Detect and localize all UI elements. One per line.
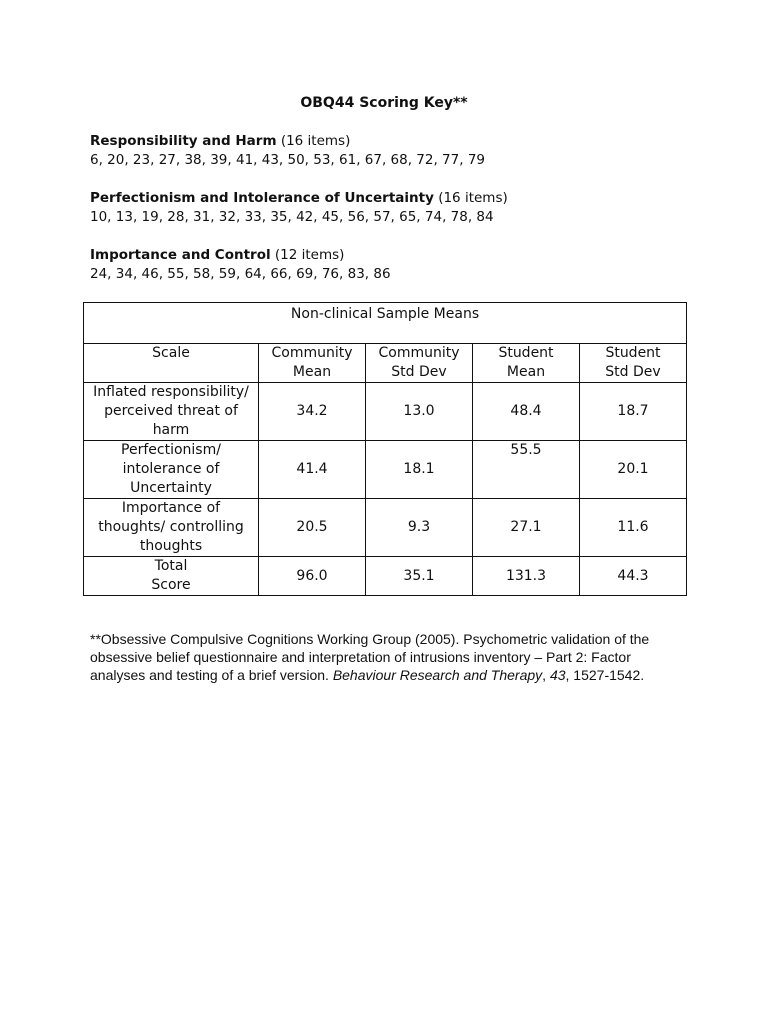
section-heading-text: Importance and Control — [90, 247, 271, 263]
scale-line: Uncertainty — [130, 480, 212, 496]
section-importance-control — [90, 246, 391, 284]
cell-student-std-dev: 18.7 — [580, 383, 687, 441]
section-item-count: (16 items) — [438, 190, 508, 206]
section-heading-text: Responsibility and Harm — [90, 133, 277, 149]
header-student-mean — [473, 344, 580, 383]
page-title: OBQ44 Scoring Key** — [300, 95, 468, 111]
header-line: Std Dev — [391, 364, 447, 380]
cell-community-std-dev: 9.3 — [366, 499, 473, 557]
scale-line: Total — [154, 558, 188, 574]
reference-citation — [90, 630, 680, 684]
header-line: Student — [605, 345, 661, 361]
scale-line: perceived threat of — [104, 403, 238, 419]
header-scale: Scale — [84, 344, 259, 383]
cell-community-mean: 34.2 — [259, 383, 366, 441]
reference-text: **Obsessive Compulsive Cognitions Working Group (2005). Psychometric validation of the obsessive belief questionnaire and interpretation of intrusions inventory – Part 2: Factor analyses and testing of a brief version. — [90, 631, 650, 683]
cell-student-mean: 55.5 — [473, 441, 580, 499]
cell-community-std-dev: 35.1 — [366, 557, 473, 596]
header-community-mean — [259, 344, 366, 383]
row-scale-label — [84, 557, 259, 596]
header-line: Community — [271, 345, 353, 361]
scale-line: harm — [152, 422, 190, 438]
section-heading-text: Perfectionism and Intolerance of Uncertainty — [90, 190, 434, 206]
section-item-list: 6, 20, 23, 27, 38, 39, 41, 43, 50, 53, 61, 67, 68, 72, 77, 79 — [90, 152, 486, 168]
section-item-list: 10, 13, 19, 28, 31, 32, 33, 35, 42, 45, 56, 57, 65, 74, 78, 84 — [90, 209, 494, 225]
cell-student-std-dev: 44.3 — [580, 557, 687, 596]
header-line: Std Dev — [605, 364, 661, 380]
scale-line: intolerance of — [122, 461, 220, 477]
section-item-list: 24, 34, 46, 55, 58, 59, 64, 66, 69, 76, 83, 86 — [90, 266, 391, 282]
scale-line: Perfectionism/ — [121, 442, 221, 458]
cell-student-mean: 27.1 — [473, 499, 580, 557]
section-item-count: (12 items) — [274, 247, 345, 263]
row-scale-label — [84, 383, 259, 441]
reference-separator: , — [565, 667, 570, 683]
scale-line: Inflated responsibility/ — [93, 384, 249, 400]
header-line: Student — [498, 345, 554, 361]
reference-pages: 1527-1542. — [569, 667, 645, 683]
cell-student-std-dev: 20.1 — [580, 441, 687, 499]
header-line: Community — [378, 345, 460, 361]
table-row-total — [84, 557, 687, 596]
header-community-std-dev — [366, 344, 473, 383]
row-scale-label — [84, 499, 259, 557]
cell-community-mean: 96.0 — [259, 557, 366, 596]
cell-community-mean: 20.5 — [259, 499, 366, 557]
section-perfectionism-uncertainty — [90, 189, 508, 227]
table-row — [84, 441, 687, 499]
cell-student-mean: 131.3 — [473, 557, 580, 596]
table-row — [84, 383, 687, 441]
sample-means-table — [83, 302, 687, 596]
section-heading — [90, 189, 508, 208]
table-header-row — [84, 344, 687, 383]
scale-line: Score — [151, 577, 191, 593]
cell-student-std-dev: 11.6 — [580, 499, 687, 557]
row-scale-label — [84, 441, 259, 499]
header-line: Mean — [506, 364, 546, 380]
scale-line: thoughts — [139, 538, 203, 554]
cell-community-std-dev: 18.1 — [366, 441, 473, 499]
table-caption: Non-clinical Sample Means — [84, 303, 687, 344]
header-student-std-dev — [580, 344, 687, 383]
section-heading — [90, 132, 485, 151]
cell-community-mean: 41.4 — [259, 441, 366, 499]
section-responsibility-harm — [90, 132, 485, 170]
cell-student-mean: 48.4 — [473, 383, 580, 441]
scale-line: thoughts/ controlling — [98, 519, 244, 535]
section-heading — [90, 246, 391, 265]
table-row — [84, 499, 687, 557]
section-item-count: (16 items) — [280, 133, 351, 149]
header-line: Mean — [292, 364, 332, 380]
scale-line: Importance of — [121, 500, 221, 516]
table-caption-row — [84, 303, 687, 344]
cell-community-std-dev: 13.0 — [366, 383, 473, 441]
reference-volume: 43 — [549, 667, 566, 683]
reference-journal: Behaviour Research and Therapy — [332, 667, 543, 683]
reference-separator: , — [542, 667, 550, 683]
